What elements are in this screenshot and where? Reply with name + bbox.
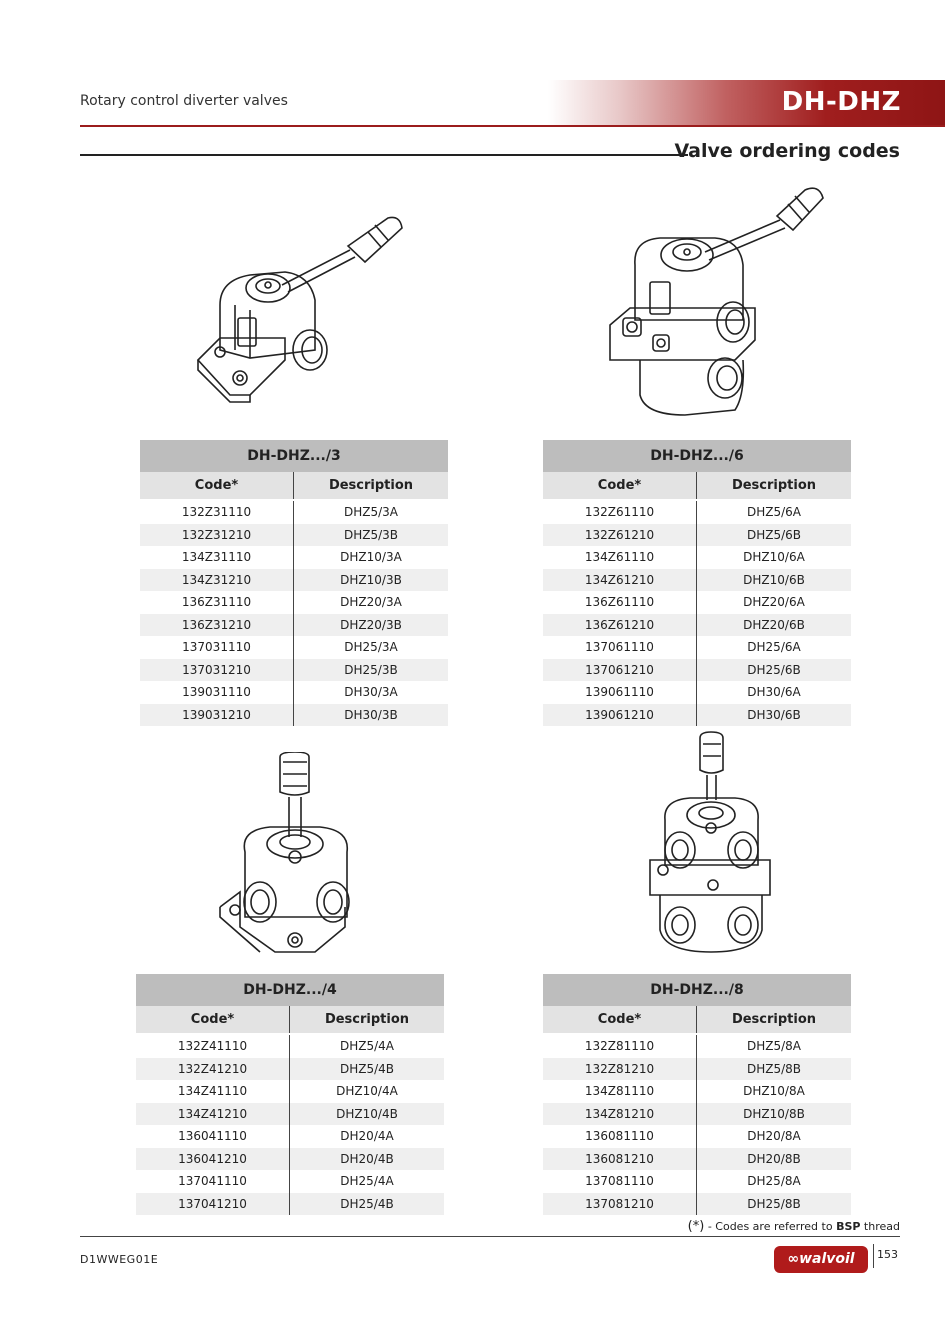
footnote-text-after: thread bbox=[860, 1220, 900, 1233]
description-cell: DHZ10/8B bbox=[697, 1103, 852, 1126]
description-cell: DHZ5/3A bbox=[343, 505, 398, 520]
table-row bbox=[140, 524, 448, 547]
code-cell: 137081210 bbox=[543, 1193, 697, 1216]
table-row bbox=[543, 614, 851, 637]
table-row bbox=[136, 1193, 444, 1216]
document-code: D1WWEG01E bbox=[80, 1253, 159, 1266]
table-row bbox=[136, 1125, 444, 1148]
logo-mark-icon: ∞ bbox=[787, 1251, 800, 1267]
description-cell: DH20/4B bbox=[290, 1148, 445, 1171]
table-row bbox=[140, 591, 448, 614]
description-cell: DH20/4A bbox=[340, 1129, 394, 1144]
description-cell: DHZ5/6B bbox=[697, 524, 852, 547]
table-title: DH-DHZ.../8 bbox=[543, 974, 851, 1006]
description-cell: DH25/6A bbox=[747, 640, 801, 655]
code-cell: 134Z61110 bbox=[543, 546, 697, 569]
valve-illustration-8 bbox=[645, 730, 775, 960]
description-cell: DHZ20/3B bbox=[294, 614, 449, 637]
description-cell: DH20/8A bbox=[747, 1129, 801, 1144]
code-cell: 136Z31210 bbox=[140, 614, 294, 637]
code-cell: 134Z61210 bbox=[543, 569, 697, 592]
code-cell: 137061110 bbox=[543, 636, 697, 659]
description-cell: DHZ5/4A bbox=[339, 1039, 394, 1054]
valve-illustration-4 bbox=[215, 752, 365, 957]
col-header-code: Code* bbox=[136, 1006, 290, 1033]
col-header-code: Code* bbox=[543, 472, 697, 499]
table-row bbox=[140, 614, 448, 637]
table-row bbox=[543, 636, 851, 659]
table-row bbox=[136, 1148, 444, 1171]
table-row bbox=[140, 659, 448, 682]
code-cell: 134Z41210 bbox=[136, 1103, 290, 1126]
description-cell: DHZ20/6A bbox=[743, 595, 805, 610]
col-header-description: Description bbox=[290, 1006, 445, 1033]
code-cell: 132Z61110 bbox=[543, 501, 697, 524]
table-row bbox=[136, 1080, 444, 1103]
col-header-description: Description bbox=[697, 472, 852, 499]
table-row bbox=[140, 636, 448, 659]
table-row bbox=[136, 1058, 444, 1081]
header-title: DH-DHZ bbox=[781, 87, 901, 117]
table-row bbox=[140, 501, 448, 524]
code-cell: 136041210 bbox=[136, 1148, 290, 1171]
code-cell: 137081110 bbox=[543, 1170, 697, 1193]
section-title: Valve ordering codes bbox=[674, 140, 900, 162]
table-row bbox=[543, 681, 851, 704]
description-cell: DHZ10/4A bbox=[336, 1084, 398, 1099]
description-cell: DH25/8A bbox=[747, 1174, 801, 1189]
table-title: DH-DHZ.../3 bbox=[140, 440, 448, 472]
code-cell: 134Z31110 bbox=[140, 546, 294, 569]
description-cell: DH20/8B bbox=[697, 1148, 852, 1171]
description-cell: DHZ20/3A bbox=[340, 595, 402, 610]
table-row bbox=[543, 524, 851, 547]
description-cell: DHZ10/4B bbox=[290, 1103, 445, 1126]
table-row bbox=[543, 1193, 851, 1216]
code-cell: 132Z61210 bbox=[543, 524, 697, 547]
code-cell: 132Z81110 bbox=[543, 1035, 697, 1058]
logo-text: walvoil bbox=[799, 1251, 855, 1267]
col-header-description: Description bbox=[697, 1006, 852, 1033]
table-row bbox=[543, 1103, 851, 1126]
table-title: DH-DHZ.../6 bbox=[543, 440, 851, 472]
table-row bbox=[136, 1170, 444, 1193]
description-cell: DHZ10/6A bbox=[743, 550, 805, 565]
valve-illustration-6 bbox=[605, 180, 835, 425]
code-cell: 132Z31210 bbox=[140, 524, 294, 547]
code-cell: 139031210 bbox=[140, 704, 294, 727]
valve-illustration-3 bbox=[190, 210, 410, 410]
table-row bbox=[543, 591, 851, 614]
description-cell: DHZ10/8A bbox=[743, 1084, 805, 1099]
header-subtitle: Rotary control diverter valves bbox=[80, 93, 288, 109]
section-line bbox=[80, 154, 688, 156]
description-cell: DHZ5/8A bbox=[746, 1039, 801, 1054]
table-row bbox=[543, 704, 851, 727]
code-cell: 132Z41110 bbox=[136, 1035, 290, 1058]
code-cell: 134Z31210 bbox=[140, 569, 294, 592]
description-cell: DHZ20/6B bbox=[697, 614, 852, 637]
table-row bbox=[543, 1125, 851, 1148]
description-cell: DH25/3B bbox=[294, 659, 449, 682]
code-cell: 132Z81210 bbox=[543, 1058, 697, 1081]
table-row bbox=[543, 1148, 851, 1171]
table-row bbox=[543, 1080, 851, 1103]
code-cell: 139061210 bbox=[543, 704, 697, 727]
table-row bbox=[140, 704, 448, 727]
description-cell: DH25/4A bbox=[340, 1174, 394, 1189]
table-row bbox=[543, 659, 851, 682]
code-cell: 137041110 bbox=[136, 1170, 290, 1193]
description-cell: DH30/6A bbox=[747, 685, 801, 700]
footnote-asterisk: (*) bbox=[687, 1219, 705, 1234]
code-cell: 136Z31110 bbox=[140, 591, 294, 614]
ordering-table-3 bbox=[140, 440, 448, 726]
table-row bbox=[543, 1170, 851, 1193]
code-cell: 136041110 bbox=[136, 1125, 290, 1148]
page-number-separator bbox=[873, 1244, 874, 1268]
walvoil-logo bbox=[774, 1246, 868, 1273]
table-row bbox=[543, 546, 851, 569]
page-number: 153 bbox=[877, 1248, 898, 1261]
description-cell: DH25/6B bbox=[697, 659, 852, 682]
description-cell: DH25/3A bbox=[344, 640, 398, 655]
table-row bbox=[140, 546, 448, 569]
header-rule bbox=[80, 125, 945, 127]
footer-rule bbox=[80, 1236, 900, 1237]
table-row bbox=[543, 1035, 851, 1058]
code-cell: 137061210 bbox=[543, 659, 697, 682]
ordering-table-6 bbox=[543, 440, 851, 726]
code-cell: 136081210 bbox=[543, 1148, 697, 1171]
description-cell: DH30/3A bbox=[344, 685, 398, 700]
description-cell: DH25/4B bbox=[290, 1193, 445, 1216]
description-cell: DHZ10/3B bbox=[294, 569, 449, 592]
description-cell: DHZ5/8B bbox=[697, 1058, 852, 1081]
code-cell: 134Z81110 bbox=[543, 1080, 697, 1103]
table-row bbox=[543, 501, 851, 524]
table-row bbox=[543, 569, 851, 592]
code-cell: 134Z41110 bbox=[136, 1080, 290, 1103]
table-row bbox=[543, 1058, 851, 1081]
bsp-footnote bbox=[688, 1219, 900, 1234]
description-cell: DHZ5/6A bbox=[746, 505, 801, 520]
description-cell: DH30/3B bbox=[294, 704, 449, 727]
footnote-text-before: - Codes are referred to bbox=[704, 1220, 837, 1233]
description-cell: DHZ10/3A bbox=[340, 550, 402, 565]
table-row bbox=[136, 1103, 444, 1126]
code-cell: 136Z61210 bbox=[543, 614, 697, 637]
code-cell: 134Z81210 bbox=[543, 1103, 697, 1126]
code-cell: 136081110 bbox=[543, 1125, 697, 1148]
table-row bbox=[136, 1035, 444, 1058]
code-cell: 137031210 bbox=[140, 659, 294, 682]
code-cell: 132Z41210 bbox=[136, 1058, 290, 1081]
code-cell: 137041210 bbox=[136, 1193, 290, 1216]
code-cell: 136Z61110 bbox=[543, 591, 697, 614]
table-row bbox=[140, 569, 448, 592]
code-cell: 139031110 bbox=[140, 681, 294, 704]
col-header-code: Code* bbox=[140, 472, 294, 499]
description-cell: DH25/8B bbox=[697, 1193, 852, 1216]
description-cell: DH30/6B bbox=[697, 704, 852, 727]
description-cell: DHZ5/3B bbox=[294, 524, 449, 547]
description-cell: DHZ5/4B bbox=[290, 1058, 445, 1081]
ordering-table-8 bbox=[543, 974, 851, 1215]
ordering-table-4 bbox=[136, 974, 444, 1215]
code-cell: 139061110 bbox=[543, 681, 697, 704]
code-cell: 132Z31110 bbox=[140, 501, 294, 524]
col-header-code: Code* bbox=[543, 1006, 697, 1033]
table-row bbox=[140, 681, 448, 704]
code-cell: 137031110 bbox=[140, 636, 294, 659]
footnote-bold: BSP bbox=[836, 1220, 861, 1233]
col-header-description: Description bbox=[294, 472, 449, 499]
description-cell: DHZ10/6B bbox=[697, 569, 852, 592]
table-title: DH-DHZ.../4 bbox=[136, 974, 444, 1006]
